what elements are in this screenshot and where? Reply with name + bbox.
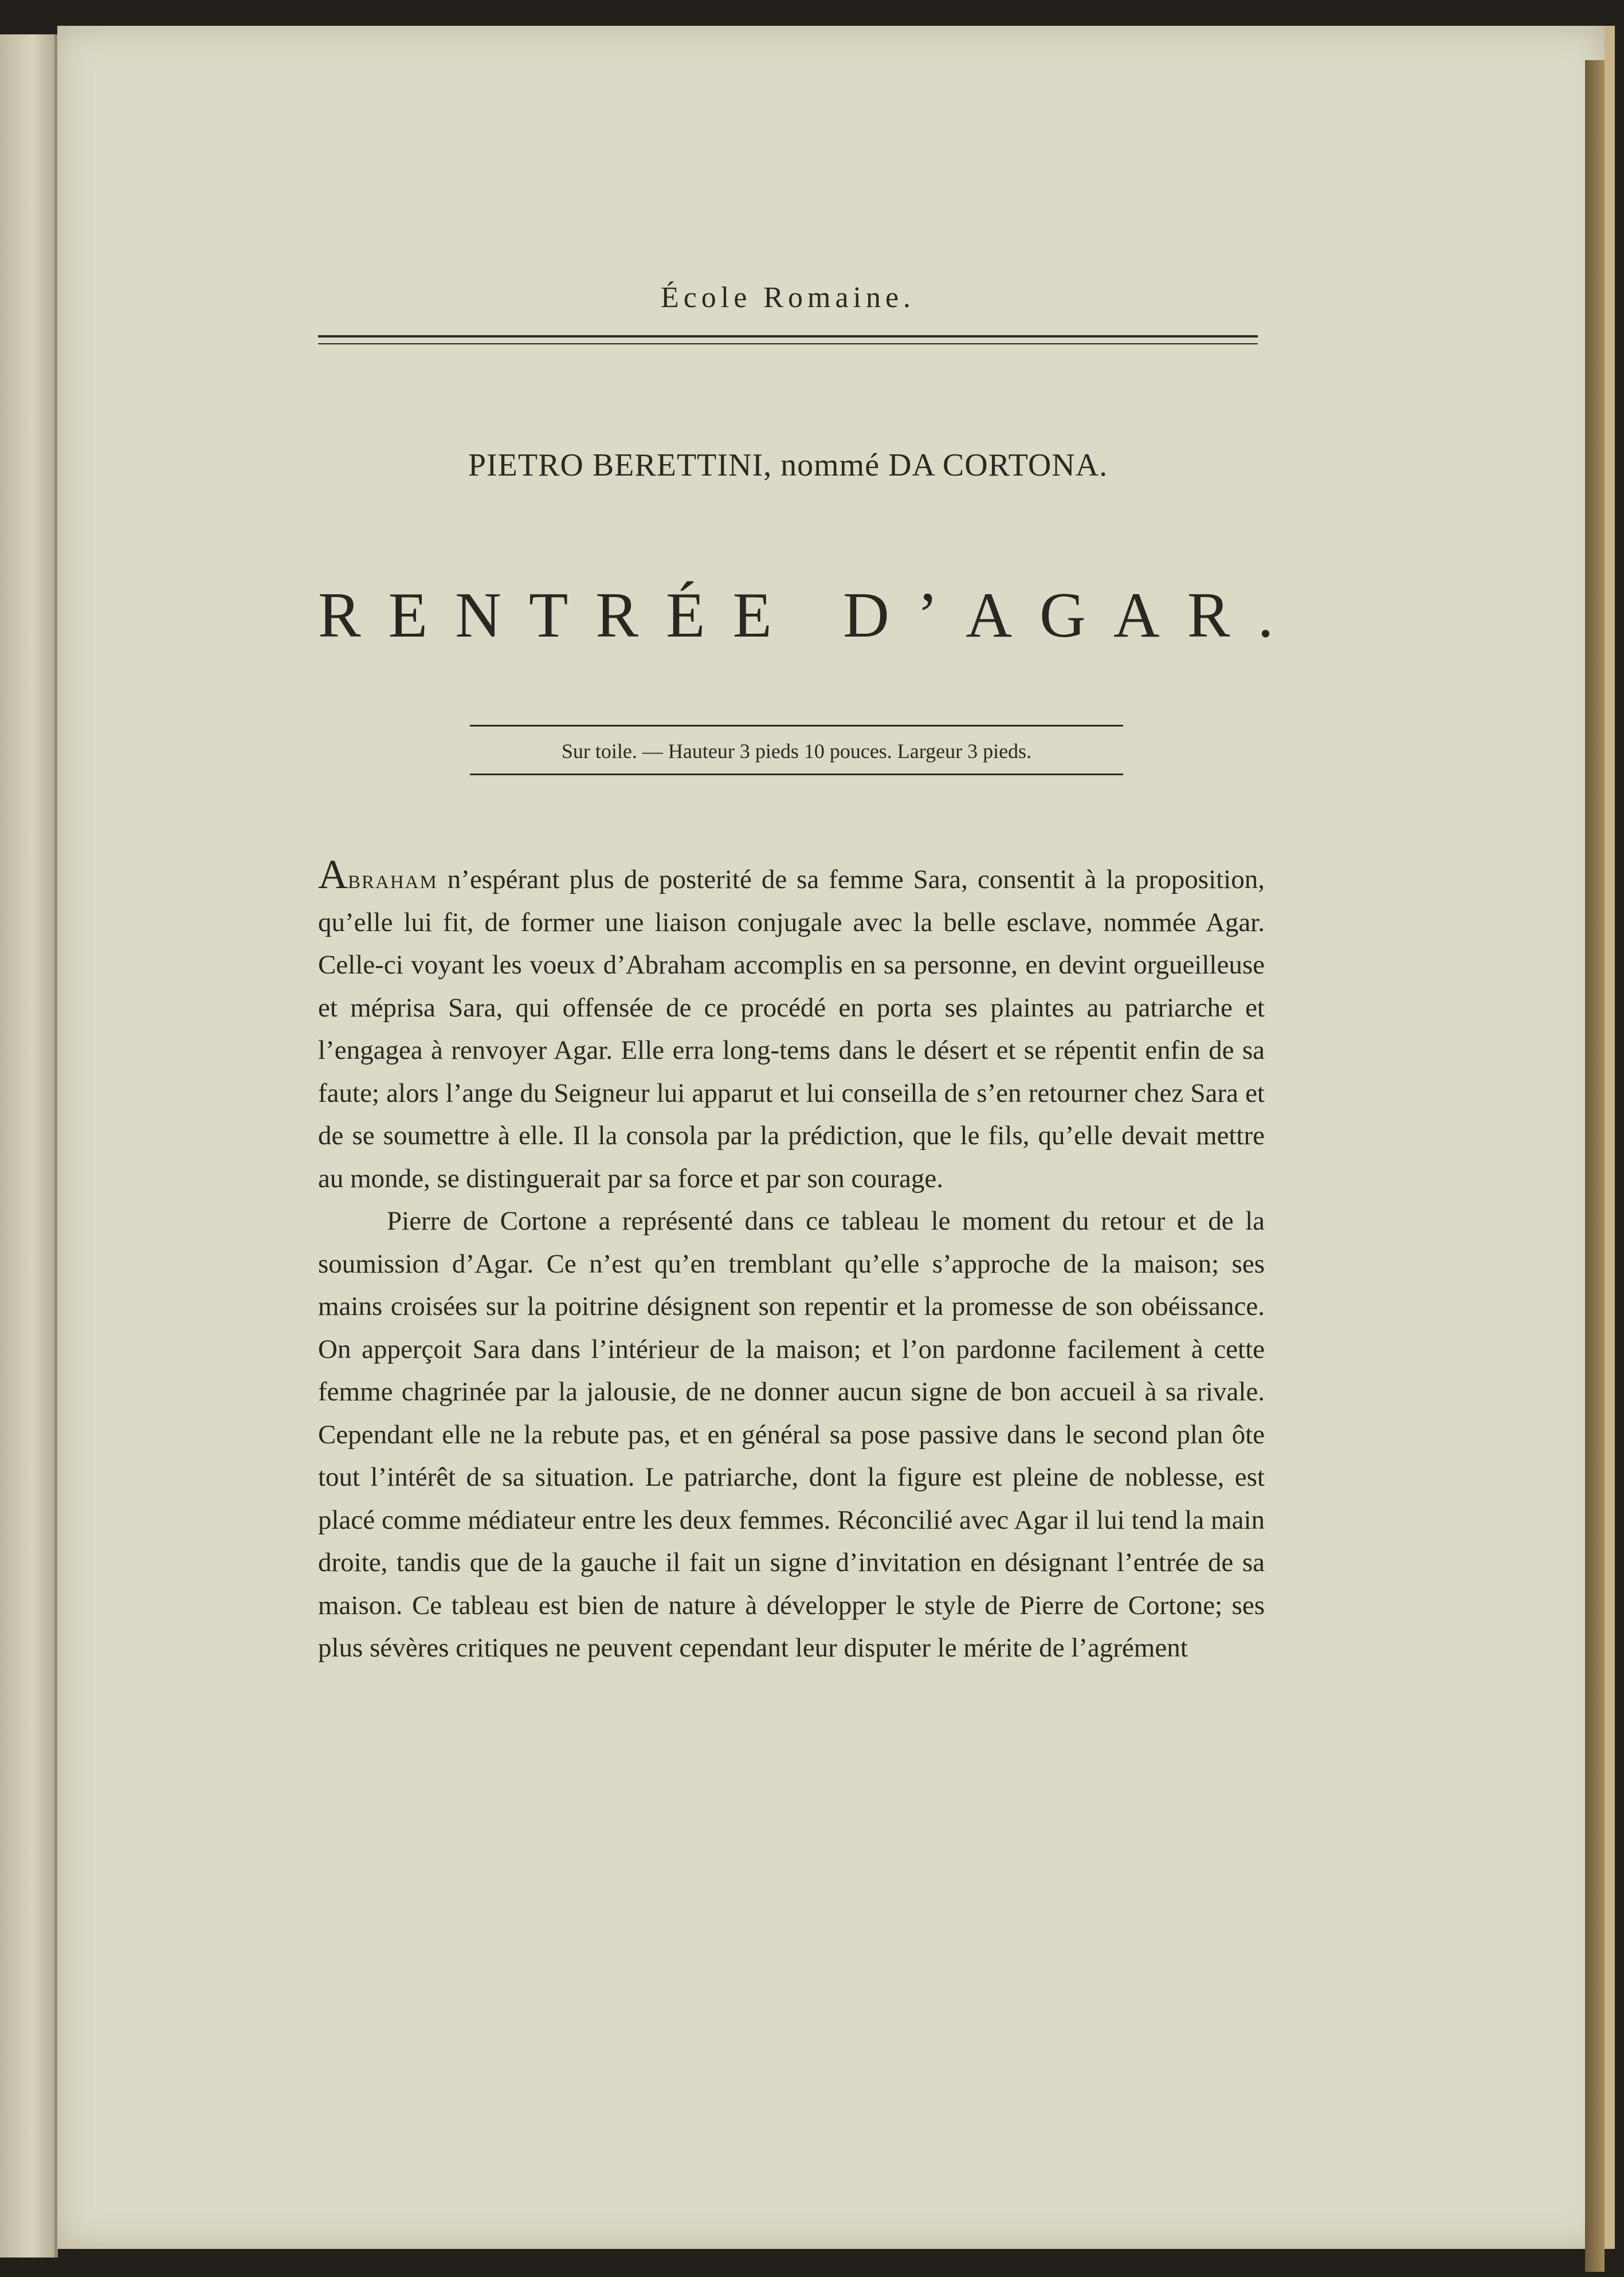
paragraph-1-text: n’espérant plus de posterité de sa femme Sara, consentit à la proposition, qu’elle lui fit, de former une liaison conjugale avec la belle esclave, nommée Agar. Celle-ci voyant les voeux d’Abraham accomplis en sa personne, en devint orgueilleuse et méprisa Sara, qui offensée de ce procédé en porta ses plaintes au patriarche et l’engagea à renvoyer Agar. Elle erra long-tems dans le désert et se répentit enfin de sa faute; alors l’ange du Seigneur lui apparut et lui conseilla de s’en retourner chez Sara et de se soumettre à elle. Il la consola par la prédiction, que le fils, qu’elle devait mettre au monde, se distinguerait par sa force et par son courage.	[318, 865, 1265, 1194]
painting-title: RENTRÉE D’AGAR.	[318, 580, 1301, 651]
double-rule	[318, 335, 1258, 344]
left-page-edge	[0, 34, 58, 2258]
running-head: École Romaine.	[660, 281, 916, 314]
dimensions-rule-bottom	[470, 774, 1123, 775]
artist-name: PIETRO BERETTINI, nommé DA CORTONA.	[468, 447, 1108, 483]
paragraph-1	[318, 851, 1265, 1200]
painting-dimensions: Sur toile. — Hauteur 3 pieds 10 pouces. Largeur 3 pieds.	[561, 740, 1032, 763]
paragraph-2: Pierre de Cortone a représenté dans ce tableau le moment du retour et de la soumission d’Agar. Ce n’est qu’en tremblant qu’elle s’approche de la maison; ses mains croisées sur la poitrine désignent son repentir et la promesse de son obéissance. On apperçoit Sara dans l’intérieur de la maison; et l’on pardonne facilement à cette femme chagrinée par la jalousie, de ne donner aucun signe de bon accueil à sa rivale. Cependant elle ne la rebute pas, et en général sa pose passive dans le second plan ôte tout l’intérêt de sa situation. Le patriarche, dont la figure est pleine de noblesse, est placé comme médiateur entre les deux femmes. Réconcilié avec Agar il lui tend la main droite, tandis que de la gauche il fait un signe d’invitation en désignant l’entrée de sa maison. Ce tableau est bien de nature à développer le style de Pierre de Cortone; ses plus sévères critiques ne peuvent cependant leur disputer le mérite de l’agrément	[318, 1206, 1265, 1663]
initial-letter: A	[318, 851, 348, 897]
first-word-smallcaps: braham	[348, 865, 438, 894]
page-fore-edge	[1585, 60, 1605, 2272]
body-text	[318, 851, 1265, 1670]
dimensions-rule-top	[470, 725, 1123, 727]
